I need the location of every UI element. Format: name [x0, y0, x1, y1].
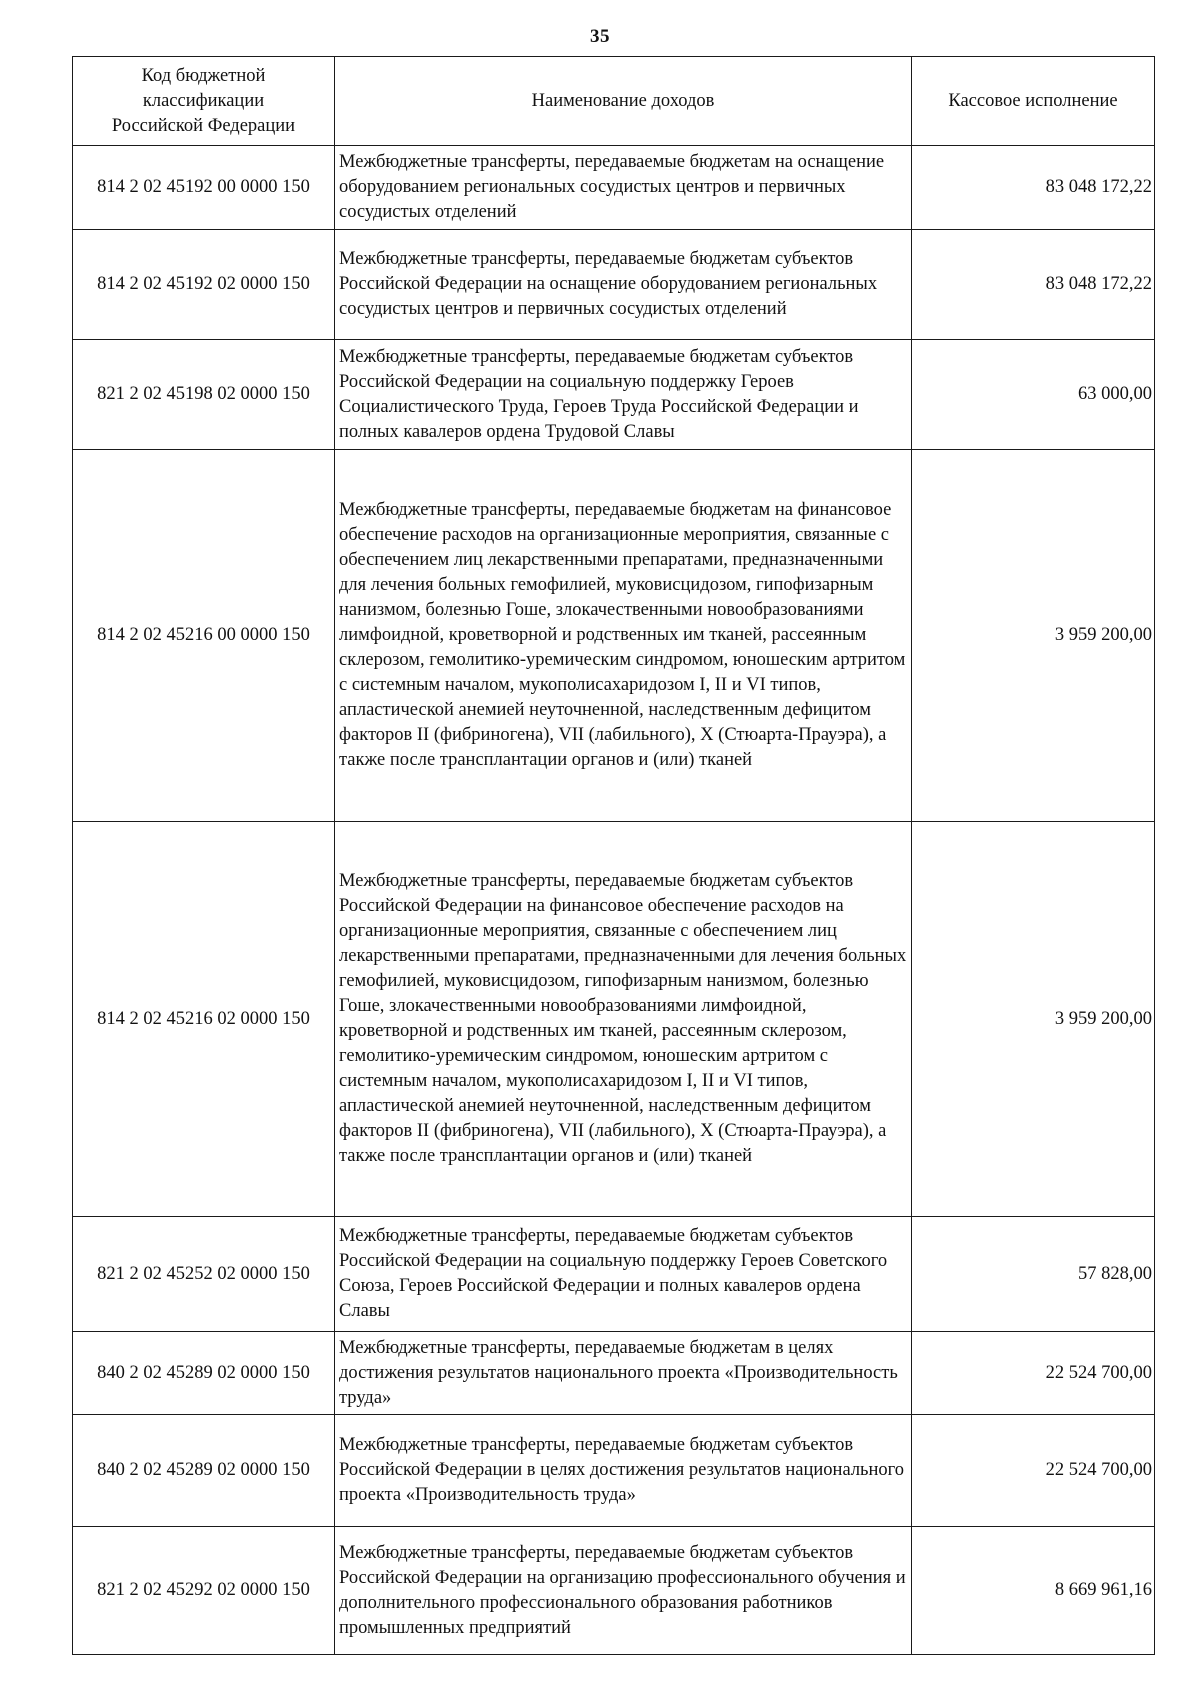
row-revenue-name: Межбюджетные трансферты, передаваемые бюджетам на оснащение оборудованием региональных сосудистых центров и первичных сосудистых отделений [335, 146, 912, 230]
row-cash-amount: 83 048 172,22 [912, 146, 1155, 230]
row-revenue-name: Межбюджетные трансферты, передаваемые бюджетам субъектов Российской Федерации на социальную поддержку Героев Советского Союза, Героев Российской Федерации и полных кавалеров ордена Славы [335, 1217, 912, 1332]
row-revenue-name: Межбюджетные трансферты, передаваемые бюджетам субъектов Российской Федерации на оснащение оборудованием региональных сосудистых центров и первичных сосудистых отделений [335, 230, 912, 340]
row-cash-amount: 3 959 200,00 [912, 450, 1155, 822]
header-budget-code: Код бюджетной классификации Российской Федерации [73, 57, 335, 146]
row-revenue-name: Межбюджетные трансферты, передаваемые бюджетам на финансовое обеспечение расходов на организационные мероприятия, связанные с обеспечением лиц лекарственными препаратами, предназначенными для лечения больных гемофилией, муковисцидозом, гипофизарным нанизмом, болезнью Гоше, злокачественными новообразованиями лимфоидной, кроветворной и родственных им тканей, рассеянным склерозом, гемолитико-уремическим синдромом, юношеским артритом с системным началом, мукополисахаридозом I, II и VI типов, апластической анемией неуточненной, наследственным дефицитом факторов II (фибриногена), VII (лабильного), X (Стюарта-Прауэра), а также после трансплантации органов и (или) тканей [335, 450, 912, 822]
page-number: 35 [590, 26, 610, 47]
table-row [73, 340, 1155, 450]
row-revenue-name: Межбюджетные трансферты, передаваемые бюджетам субъектов Российской Федерации на финансовое обеспечение расходов на организационные мероприятия, связанные с обеспечением лиц лекарственными препаратами, предназначенными для лечения больных гемофилией, муковисцидозом, гипофизарным нанизмом, болезнью Гоше, злокачественными новообразованиями лимфоидной, кроветворной и родственных им тканей, рассеянным склерозом, гемолитико-уремическим синдромом, юношеским артритом с системным началом, мукополисахаридозом I, II и VI типов, апластической анемией неуточненной, наследственным дефицитом факторов II (фибриногена), VII (лабильного), X (Стюарта-Прауэра), а также после трансплантации органов и (или) тканей [335, 822, 912, 1217]
row-revenue-name: Межбюджетные трансферты, передаваемые бюджетам субъектов Российской Федерации в целях достижения результатов национального проекта «Производительность труда» [335, 1415, 912, 1527]
row-cash-amount: 8 669 961,16 [912, 1527, 1155, 1655]
table-row [73, 1217, 1155, 1332]
table-header-row [73, 57, 1155, 146]
row-revenue-name: Межбюджетные трансферты, передаваемые бюджетам субъектов Российской Федерации на социальную поддержку Героев Социалистического Труда, Героев Труда Российской Федерации и полных кавалеров ордена Трудовой Славы [335, 340, 912, 450]
budget-revenue-table [72, 56, 1155, 1655]
row-cash-amount: 22 524 700,00 [912, 1415, 1155, 1527]
row-revenue-name: Межбюджетные трансферты, передаваемые бюджетам субъектов Российской Федерации на организацию профессионального обучения и дополнительного профессионального образования работников промышленных предприятий [335, 1527, 912, 1655]
row-budget-code: 814 2 02 45216 02 0000 150 [73, 822, 335, 1217]
table-row [73, 1415, 1155, 1527]
row-cash-amount: 83 048 172,22 [912, 230, 1155, 340]
table-row [73, 146, 1155, 230]
table-row [73, 822, 1155, 1217]
row-budget-code: 814 2 02 45192 02 0000 150 [73, 230, 335, 340]
table-row [73, 450, 1155, 822]
header-cash-execution: Кассовое исполнение [912, 57, 1155, 146]
row-budget-code: 840 2 02 45289 02 0000 150 [73, 1415, 335, 1527]
table-row [73, 1332, 1155, 1415]
row-cash-amount: 3 959 200,00 [912, 822, 1155, 1217]
header-revenue-name: Наименование доходов [335, 57, 912, 146]
table-row [73, 1527, 1155, 1655]
row-budget-code: 814 2 02 45216 00 0000 150 [73, 450, 335, 822]
row-budget-code: 821 2 02 45252 02 0000 150 [73, 1217, 335, 1332]
row-budget-code: 814 2 02 45192 00 0000 150 [73, 146, 335, 230]
row-cash-amount: 22 524 700,00 [912, 1332, 1155, 1415]
row-budget-code: 821 2 02 45292 02 0000 150 [73, 1527, 335, 1655]
row-revenue-name: Межбюджетные трансферты, передаваемые бюджетам в целях достижения результатов национального проекта «Производительность труда» [335, 1332, 912, 1415]
row-cash-amount: 57 828,00 [912, 1217, 1155, 1332]
row-budget-code: 821 2 02 45198 02 0000 150 [73, 340, 335, 450]
row-cash-amount: 63 000,00 [912, 340, 1155, 450]
row-budget-code: 840 2 02 45289 02 0000 150 [73, 1332, 335, 1415]
table-row [73, 230, 1155, 340]
